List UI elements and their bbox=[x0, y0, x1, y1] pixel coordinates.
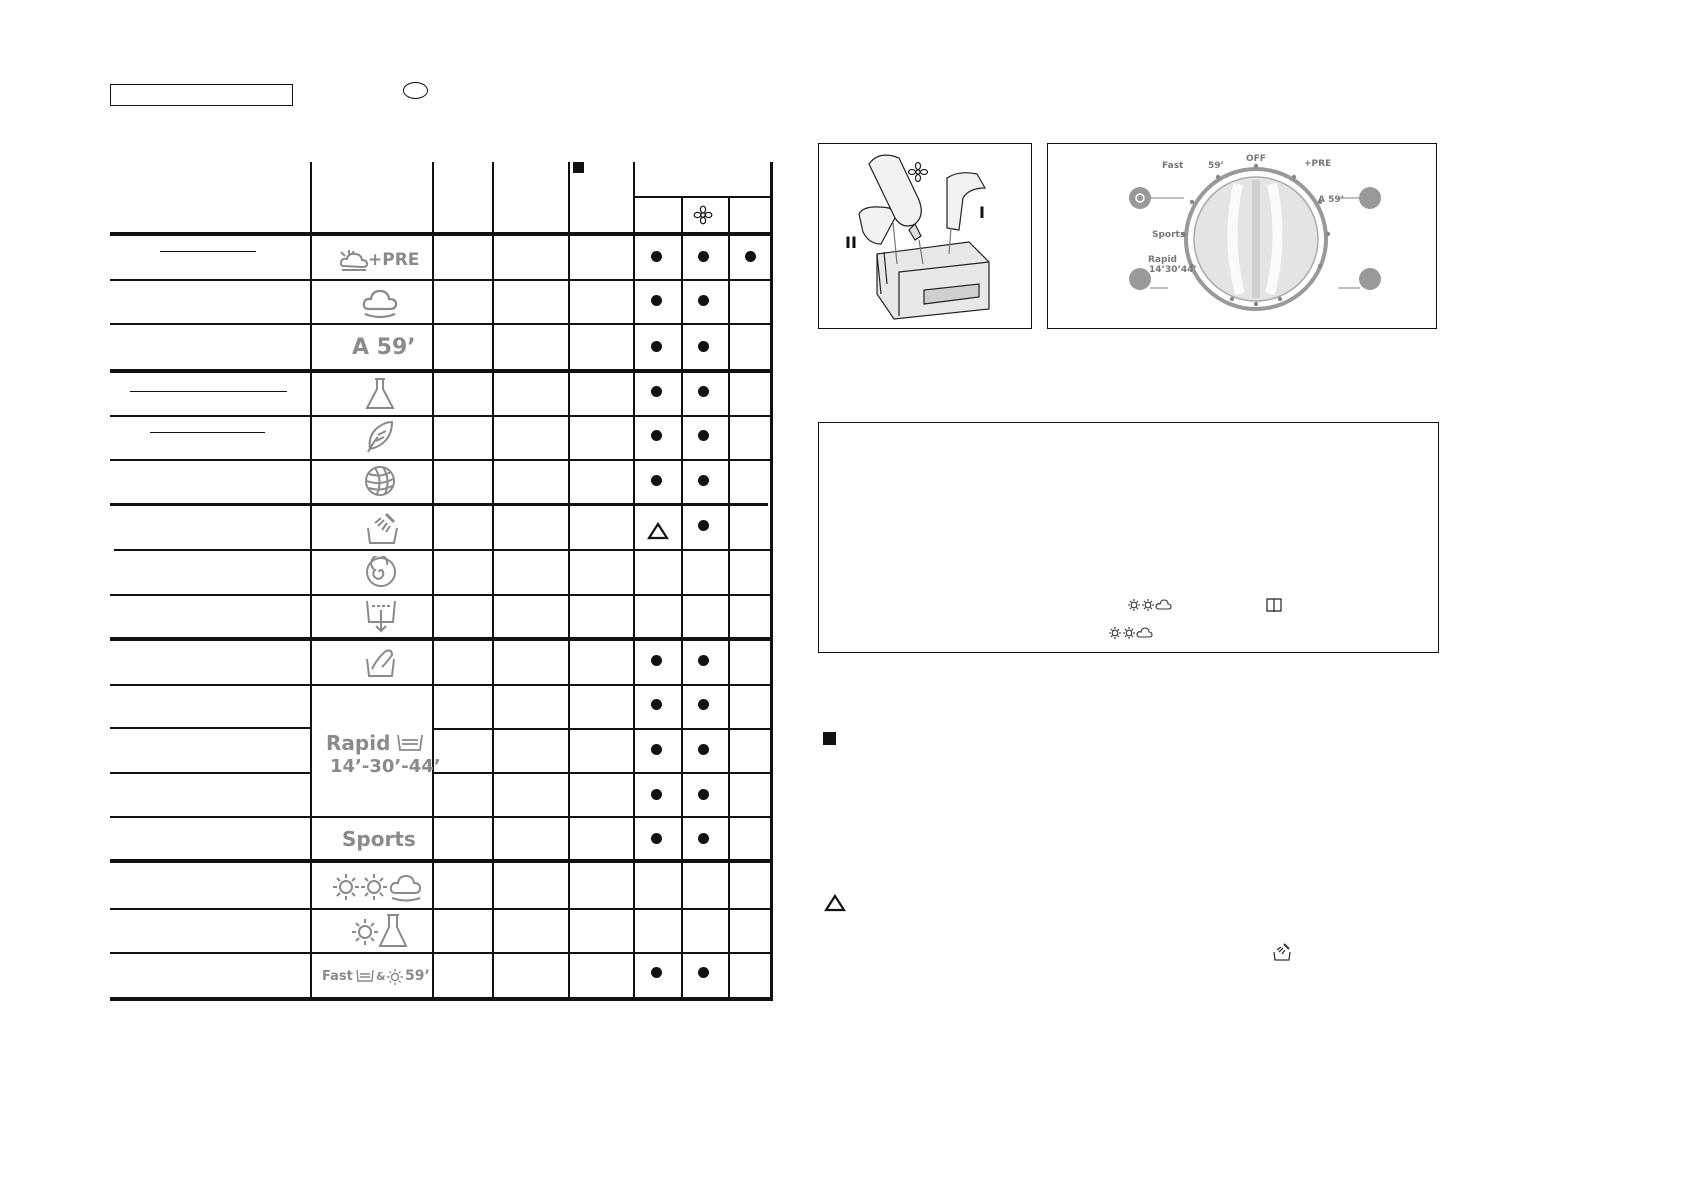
dial-cloud-icon bbox=[1359, 187, 1381, 209]
dial-pre-label: +PRE bbox=[1304, 159, 1332, 169]
dot-r1-c3 bbox=[745, 251, 756, 262]
rinse-icon bbox=[364, 510, 400, 546]
dot-r6-c1 bbox=[651, 475, 662, 486]
dot-r4-c2 bbox=[698, 386, 709, 397]
wool-ball-icon bbox=[363, 464, 397, 498]
black-square-icon bbox=[823, 732, 836, 745]
dot-r14-c1 bbox=[651, 833, 662, 844]
dial-fast-time: 59’ bbox=[1208, 161, 1224, 171]
program-table bbox=[0, 0, 800, 1030]
compartment-2-label: II bbox=[845, 233, 857, 252]
compartment-1-label: I bbox=[979, 203, 985, 222]
dot-r17-c1 bbox=[651, 967, 662, 978]
drain-icon bbox=[364, 598, 398, 634]
dot-r3-c2 bbox=[698, 341, 709, 352]
dial-sun-icon bbox=[1129, 187, 1151, 209]
dry-synthetic-icon bbox=[350, 913, 408, 949]
fast-tub-icon bbox=[356, 969, 374, 983]
dial-rapid-times: 14’30’44’ bbox=[1149, 265, 1197, 275]
dot-r13-c1 bbox=[651, 789, 662, 800]
dial-figure bbox=[1047, 143, 1437, 329]
dot-r17-c2 bbox=[698, 967, 709, 978]
dot-r14-c2 bbox=[698, 833, 709, 844]
dry-mix-icon bbox=[332, 871, 422, 903]
prewash-label: +PRE bbox=[368, 250, 420, 270]
triangle-icon bbox=[647, 522, 669, 540]
fast-time: 59’ bbox=[405, 968, 430, 984]
note-box bbox=[818, 422, 1439, 653]
dot-r7-c2 bbox=[698, 520, 709, 531]
dot-r3-c1 bbox=[651, 341, 662, 352]
dot-r2-c1 bbox=[651, 295, 662, 306]
fast-label: Fast bbox=[322, 969, 353, 984]
dial-leaf-icon bbox=[1129, 268, 1151, 290]
a59-label: A 59’ bbox=[352, 335, 416, 360]
feather-icon bbox=[364, 419, 396, 455]
dot-r10-c2 bbox=[698, 655, 709, 666]
flower-softener-icon bbox=[693, 205, 713, 225]
prewash-cloud-icon bbox=[338, 248, 372, 274]
dot-r1-c1 bbox=[651, 251, 662, 262]
spin-icon bbox=[365, 556, 397, 588]
rapid-times-label: 14’-30’-44’ bbox=[330, 756, 441, 777]
dot-r10-c1 bbox=[651, 655, 662, 666]
dial-off-label: OFF bbox=[1246, 154, 1266, 164]
book-icon bbox=[1266, 597, 1282, 613]
dot-r2-c2 bbox=[698, 295, 709, 306]
dial-flask-icon bbox=[1359, 268, 1381, 290]
dry-mix-icon-small-2 bbox=[1109, 625, 1153, 641]
flask-icon bbox=[364, 377, 396, 411]
rapid-label: Rapid bbox=[326, 731, 391, 755]
dot-r12-c1 bbox=[651, 744, 662, 755]
dot-r12-c2 bbox=[698, 744, 709, 755]
dispenser-figure bbox=[818, 143, 1032, 329]
dot-r5-c1 bbox=[651, 430, 662, 441]
fast-sun-icon bbox=[386, 968, 404, 986]
rinse-icon-small bbox=[1272, 942, 1292, 962]
dot-r11-c1 bbox=[651, 699, 662, 710]
cotton-cloud-icon bbox=[361, 287, 399, 319]
dot-r11-c2 bbox=[698, 699, 709, 710]
detergent-drawer-illustration bbox=[819, 144, 1031, 328]
dial-sports-label: Sports bbox=[1152, 230, 1186, 240]
dot-r1-c2 bbox=[698, 251, 709, 262]
dot-r4-c1 bbox=[651, 386, 662, 397]
sports-label: Sports bbox=[342, 827, 416, 851]
fast-amp: & bbox=[376, 970, 386, 983]
triangle-icon bbox=[824, 894, 846, 912]
dial-rapid-label: Rapid bbox=[1148, 255, 1177, 265]
dot-r5-c2 bbox=[698, 430, 709, 441]
dot-r6-c2 bbox=[698, 475, 709, 486]
dot-r13-c2 bbox=[698, 789, 709, 800]
handwash-icon bbox=[364, 645, 398, 679]
rapid-tub-icon bbox=[396, 733, 424, 753]
dry-mix-icon-small-1 bbox=[1128, 597, 1172, 613]
dial-a59-label: A 59’ bbox=[1318, 195, 1345, 205]
dial-fast-label: Fast bbox=[1162, 161, 1184, 171]
black-square-icon bbox=[573, 162, 584, 173]
